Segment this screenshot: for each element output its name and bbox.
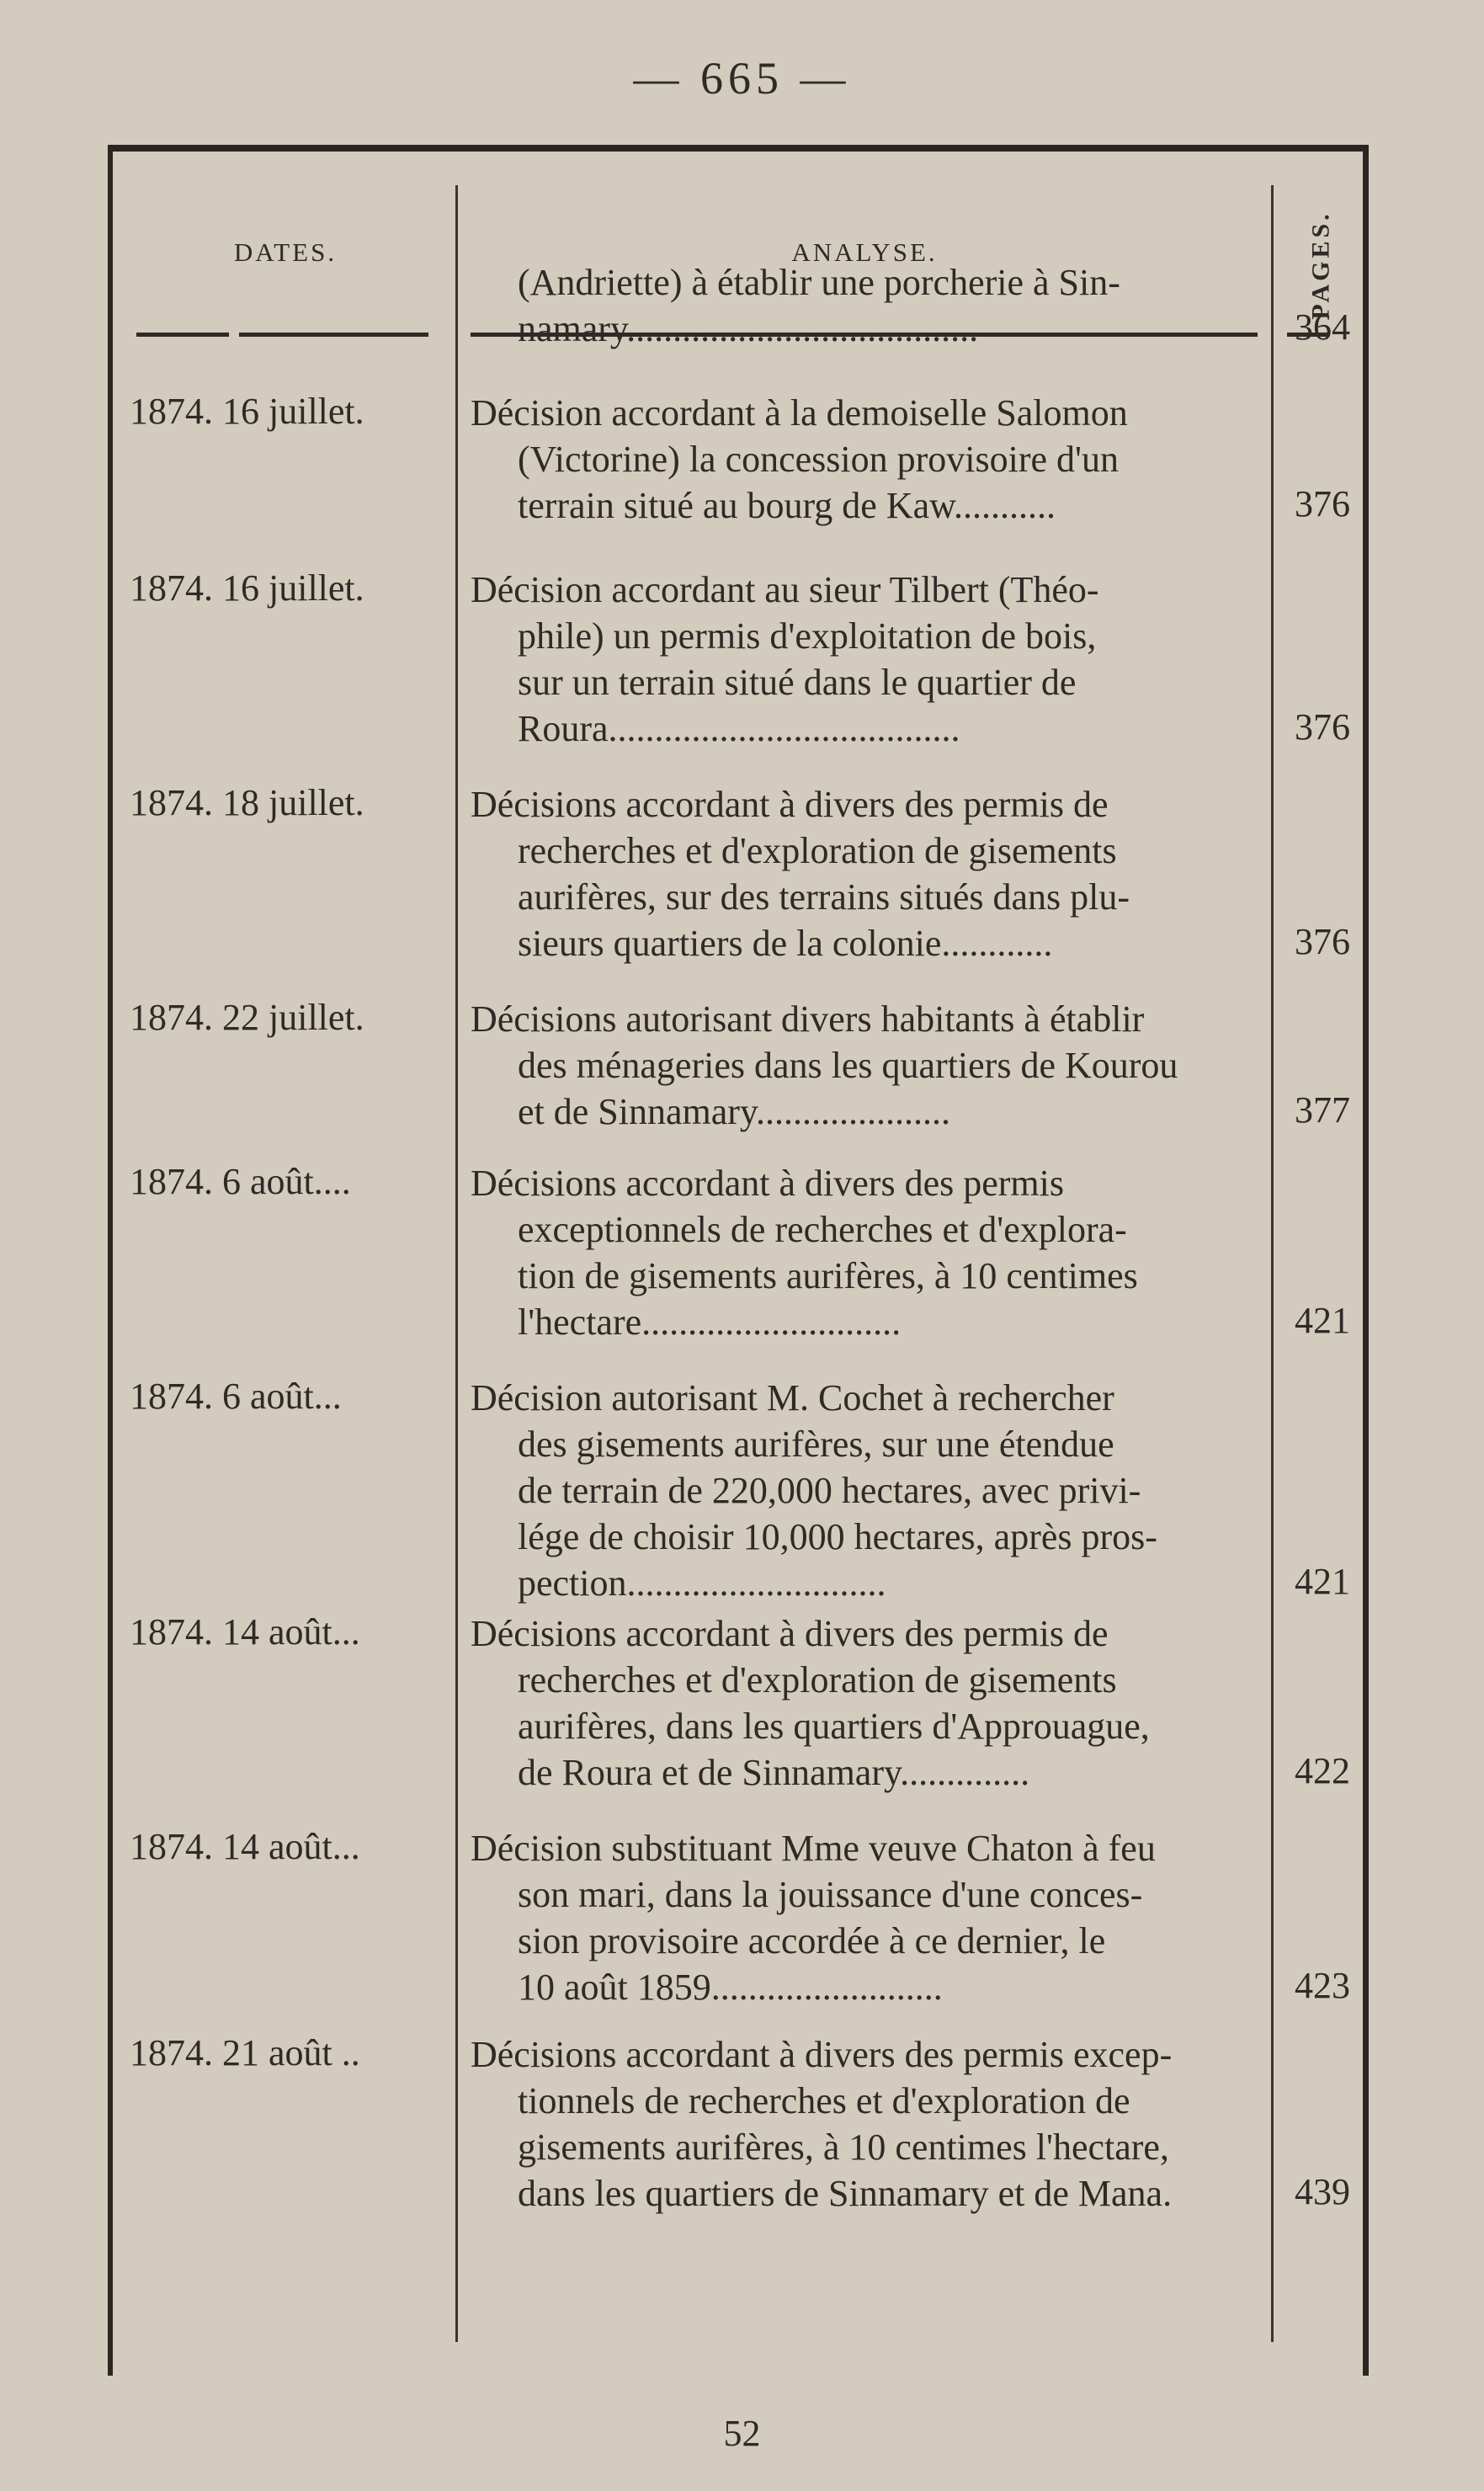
row-page-ref: 364: [1295, 306, 1350, 348]
header-analyse: ANALYSE.: [791, 237, 938, 267]
analysis-line: terrain situé au bourg de Kaw...........: [518, 485, 1056, 526]
analysis-line: aurifères, dans les quartiers d'Approuague,: [518, 1706, 1150, 1747]
row-date: 1874. 14 août...: [130, 1611, 360, 1653]
analysis-line: l'hectare............................: [518, 1301, 902, 1343]
analysis-line: de Roura et de Sinnamary..............: [518, 1752, 1030, 1793]
analysis-line: 10 août 1859.........................: [518, 1967, 943, 2008]
row-analysis: [471, 1825, 1262, 2010]
analysis-line: sur un terrain situé dans le quartier de: [518, 662, 1077, 703]
row-page-ref: 421: [1295, 1300, 1350, 1341]
analysis-line: de terrain de 220,000 hectares, avec privi-: [518, 1470, 1141, 1511]
page-number-bottom: 52: [723, 2413, 761, 2454]
analysis-line: des ménageries dans les quartiers de Kourou: [518, 1045, 1178, 1086]
row-analysis: [471, 2031, 1262, 2217]
analysis-line: Décision autorisant M. Cochet à rechercher: [471, 1377, 1114, 1418]
row-page-ref: 376: [1295, 483, 1350, 524]
analysis-line: pection............................: [518, 1562, 886, 1604]
analysis-line: phile) un permis d'exploitation de bois,: [518, 615, 1097, 657]
row-date: 1874. 22 juillet.: [130, 997, 364, 1038]
header-pages: PAGES.: [1307, 210, 1336, 320]
analysis-line: Décisions accordant à divers des permis de: [471, 784, 1109, 825]
analysis-line: tion de gisements aurifères, à 10 centimes: [518, 1255, 1138, 1296]
analysis-line: recherches et d'exploration de gisements: [518, 830, 1117, 871]
header-rule: [136, 333, 229, 337]
header-dates: DATES.: [233, 237, 338, 267]
row-page-ref: 376: [1295, 921, 1350, 962]
analysis-line: (Andriette) à établir une porcherie à Sin-: [518, 262, 1120, 303]
column-divider-dates: [455, 185, 458, 2342]
row-page-ref: 423: [1295, 1965, 1350, 2006]
analysis-line: exceptionnels de recherches et d'explora-: [518, 1209, 1127, 1250]
analysis-line: sion provisoire accordée à ce dernier, le: [518, 1920, 1106, 1961]
analysis-line: dans les quartiers de Sinnamary et de Mana.: [518, 2173, 1173, 2214]
analysis-line: lége de choisir 10,000 hectares, après pros-: [518, 1516, 1157, 1557]
row-date: 1874. 6 août...: [130, 1376, 342, 1417]
register-table: [108, 145, 1369, 2376]
row-analysis: [471, 390, 1262, 529]
analysis-line: Décisions accordant à divers des permis excep-: [471, 2034, 1173, 2075]
row-page-ref: 376: [1295, 706, 1350, 748]
row-date: 1874. 18 juillet.: [130, 782, 364, 823]
row-date: 1874. 16 juillet.: [130, 391, 364, 432]
analysis-line: gisements aurifères, à 10 centimes l'hectare,: [518, 2126, 1169, 2168]
analysis-line: sieurs quartiers de la colonie............: [518, 923, 1053, 964]
row-page-ref: 377: [1295, 1089, 1350, 1131]
analysis-line: Décision accordant à la demoiselle Salomon: [471, 392, 1128, 434]
page-number-top: — 665 —: [633, 53, 851, 104]
analysis-line: des gisements aurifères, sur une étendue: [518, 1424, 1114, 1465]
analysis-line: aurifères, sur des terrains situés dans plu-: [518, 876, 1130, 918]
row-analysis: [471, 781, 1262, 966]
analysis-line: Décisions accordant à divers des permis de: [471, 1613, 1109, 1654]
analysis-line: et de Sinnamary.....................: [518, 1091, 951, 1132]
row-date: 1874. 16 juillet.: [130, 567, 364, 609]
analysis-line: namary......................................: [518, 308, 979, 349]
row-analysis: [471, 259, 1262, 352]
row-analysis: [471, 1610, 1262, 1796]
analysis-line: Décisions accordant à divers des permis: [471, 1163, 1064, 1204]
row-analysis: [471, 1375, 1262, 1606]
analysis-line: Décision accordant au sieur Tilbert (Théo-: [471, 569, 1099, 610]
row-analysis: [471, 1160, 1262, 1345]
column-divider-pages: [1271, 185, 1274, 2342]
row-analysis: [471, 567, 1262, 752]
row-date: 1874. 14 août...: [130, 1826, 360, 1867]
row-analysis: [471, 996, 1262, 1135]
row-page-ref: 421: [1295, 1561, 1350, 1602]
row-page-ref: 439: [1295, 2171, 1350, 2212]
analysis-line: Décision substituant Mme veuve Chaton à feu: [471, 1828, 1156, 1869]
analysis-line: Décisions autorisant divers habitants à établir: [471, 998, 1145, 1040]
header-rule: [239, 333, 428, 337]
analysis-line: recherches et d'exploration de gisements: [518, 1659, 1117, 1701]
analysis-line: son mari, dans la jouissance d'une conces-: [518, 1874, 1143, 1915]
row-date: 1874. 6 août....: [130, 1161, 351, 1202]
row-page-ref: 422: [1295, 1750, 1350, 1791]
row-date: 1874. 21 août ..: [130, 2032, 360, 2073]
analysis-line: (Victorine) la concession provisoire d'un: [518, 439, 1119, 480]
analysis-line: Roura......................................: [518, 708, 960, 749]
analysis-line: tionnels de recherches et d'exploration de: [518, 2080, 1130, 2121]
